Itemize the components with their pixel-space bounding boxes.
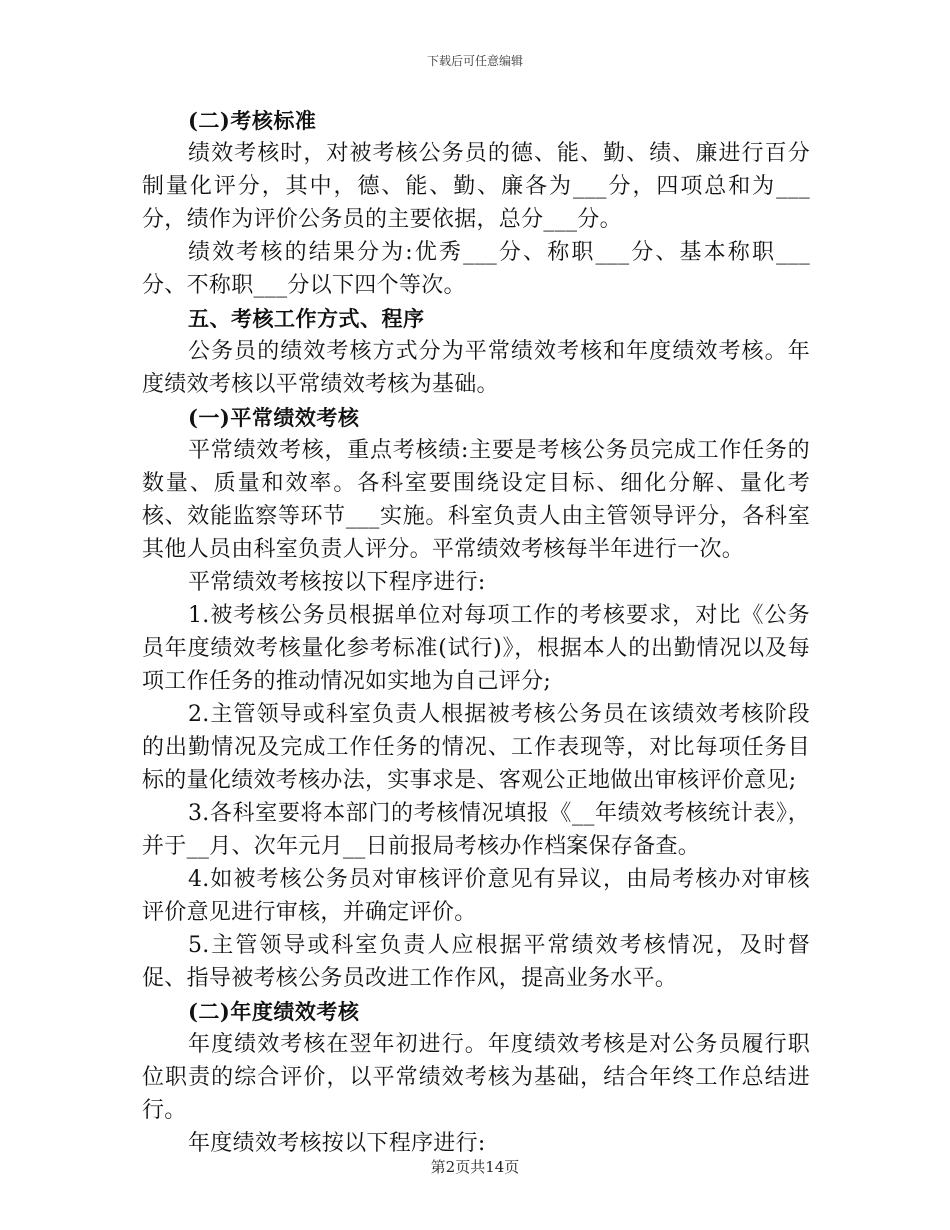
paragraph: 平常绩效考核按以下程序进行: [188,570,486,595]
document-body [142,104,810,1160]
list-item: 4.如被考核公务员对审核评价意见有异议，由局考核办对审核评价意见进行审核，并确定评价。 [142,867,810,925]
paragraph: 平常绩效考核，重点考核绩:主要是考核公务员完成工作任务的数量、质量和效率。各科室要围绕设定目标、细化分解、量化考核、效能监察等环节___实施。科室负责人由主管领导评分，各科室其他人员由科室负责人评分。平常绩效考核每半年进行一次。 [142,438,810,562]
paragraph: 年度绩效考核按以下程序进行: [188,1131,486,1156]
paragraph: 绩效考核的结果分为:优秀___分、称职___分、基本称职___分、不称职___分以下四个等次。 [142,240,810,298]
section-heading-regular-assessment: (一)平常绩效考核 [188,405,360,430]
list-item: 3.各科室要将本部门的考核情况填报《__年绩效考核统计表》，并于__月、次年元月__日前报局考核办作档案保存备查。 [142,801,810,859]
list-item: 1.被考核公务员根据单位对每项工作的考核要求，对比《公务员年度绩效考核量化参考标准(试行)》，根据本人的出勤情况以及每项工作任务的推动情况如实地为自己评分; [142,603,810,694]
section-heading-methods-procedures: 五、考核工作方式、程序 [188,306,425,331]
page-footer: 第2页共14页 [430,1158,520,1176]
section-heading-assessment-standard: (二)考核标准 [188,108,317,133]
page-header: 下载后可任意编辑 [426,54,523,68]
paragraph: 年度绩效考核在翌年初进行。年度绩效考核是对公务员履行职位职责的综合评价，以平常绩效考核为基础，结合年终工作总结进行。 [142,1032,810,1123]
list-item: 2.主管领导或科室负责人根据被考核公务员在该绩效考核阶段的出勤情况及完成工作任务的情况、工作表现等，对比每项任务目标的量化绩效考核办法，实事求是、客观公正地做出审核评价意见; [142,702,810,793]
list-item: 5.主管领导或科室负责人应根据平常绩效考核情况，及时督促、指导被考核公务员改进工作作风，提高业务水平。 [142,933,810,991]
paragraph: 绩效考核时，对被考核公务员的德、能、勤、绩、廉进行百分制量化评分，其中，德、能、勤、廉各为___分，四项总和为___分，绩作为评价公务员的主要依据，总分___分。 [142,141,810,232]
paragraph: 公务员的绩效考核方式分为平常绩效考核和年度绩效考核。年度绩效考核以平常绩效考核为基础。 [142,339,810,397]
section-heading-annual-assessment: (二)年度绩效考核 [188,999,360,1024]
